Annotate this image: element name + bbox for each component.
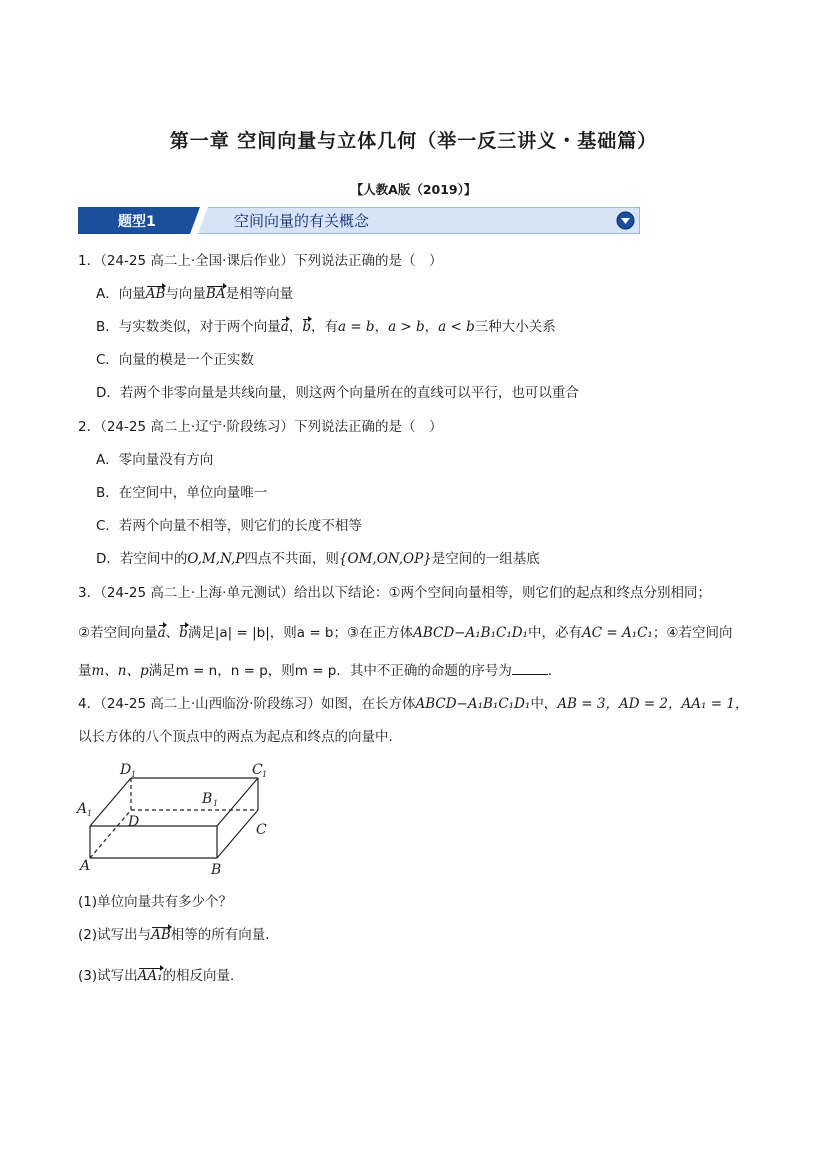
relation-less: a < b — [438, 319, 475, 335]
q4-p3-pre: (3)试写出 — [78, 968, 138, 984]
q3-line-2: ②若空间向量a、b满足|a| = |b|，则a = b；③在正方体ABCD−A₁B₁C₁D₁中，必有AC = A₁C₁；④若空间向 — [78, 625, 733, 641]
label-c: C — [256, 822, 267, 838]
q4-p2-post: 相等的所有向量． — [170, 927, 279, 943]
label-a1: A — [77, 801, 88, 817]
q3-vectors: m、n、p — [91, 663, 149, 679]
q1-a-pre: A．向量 — [96, 286, 146, 302]
edition-subtitle: 【人教A版（2019）】 — [350, 182, 477, 197]
q3-l2-post: ；④若空间向 — [652, 625, 733, 641]
q3-line-1: 3．（24-25 高二上·上海·单元测试）给出以下结论：①两个空间向量相等，则它们的起点和终点分别相同； — [78, 585, 712, 601]
label-a1-sub: 1 — [87, 809, 93, 818]
q1-a-mid: 与向量 — [165, 286, 206, 302]
answer-blank[interactable] — [512, 660, 548, 675]
q4-part-2 — [78, 926, 279, 944]
q3-l3-pre: 量 — [78, 663, 92, 679]
q2-d-points: O,M,N,P — [187, 551, 245, 567]
chevron-down-icon[interactable] — [616, 211, 635, 230]
q2-d-basis-set: {OM,ON,OP} — [338, 551, 432, 567]
q2-option-b: B．在空间中，单位向量唯一 — [96, 485, 268, 501]
q1-a-post: 是相等向量 — [225, 286, 294, 302]
q3-l2-cond: 满足|a| = |b|，则a = b；③在正方体 — [187, 625, 414, 641]
q3-cube: ABCD−A₁B₁C₁D₁ — [413, 625, 528, 641]
label-d1-sub: 1 — [131, 770, 137, 779]
label-b1: B — [202, 791, 213, 807]
vector-ab: AB — [151, 927, 171, 943]
vector-ba: BA — [205, 286, 226, 302]
q1-b-mid: ，有 — [310, 319, 338, 335]
label-c1-sub: 1 — [262, 770, 268, 779]
q1-option-c: C．向量的模是一个正实数 — [96, 352, 254, 368]
q2-option-d — [96, 550, 540, 568]
label-b1-sub: 1 — [213, 799, 219, 808]
q4-given-values: AB = 3，AD = 2，AA₁ = 1， — [557, 696, 749, 712]
label-d1: D — [120, 762, 132, 778]
vector-a: a — [157, 625, 166, 641]
q2-d-mid: 四点不共面，则 — [244, 551, 339, 567]
vector-a: a — [280, 319, 289, 335]
q4-l1-mid: 中， — [530, 696, 558, 712]
q1-b-post: 三种大小关系 — [474, 319, 556, 335]
q3-l2-mid: 中，必有 — [527, 625, 582, 641]
label-a: A — [80, 858, 91, 874]
q4-l1-pre: 4．（24-25 高二上·山西临汾·阶段练习）如图，在长方体 — [78, 696, 416, 712]
q2-option-c: C．若两个向量不相等，则它们的长度不相等 — [96, 518, 362, 534]
q2-d-pre: D．若空间中的 — [96, 551, 188, 567]
label-d: D — [128, 814, 140, 830]
document-title: 第一章 空间向量与立体几何（举一反三讲义・基础篇） — [169, 130, 658, 152]
q4-part-1: (1)单位向量共有多少个？ — [78, 894, 233, 910]
vector-ab: AB — [145, 286, 166, 302]
q3-vector-equation: AC = A₁C₁ — [581, 625, 653, 641]
label-c1: C — [252, 762, 263, 778]
q2-option-a: A．零向量没有方向 — [96, 452, 214, 468]
vector-b: b — [179, 625, 188, 641]
q3-line-3 — [78, 660, 561, 680]
q4-part-3 — [78, 967, 244, 985]
q1-option-b: B．与实数类似，对于两个向量a，b，有a = b，a > b，a < b三种大小关系 — [96, 319, 556, 335]
q4-box: ABCD−A₁B₁C₁D₁ — [415, 696, 531, 712]
section-tag: 题型1 — [118, 214, 156, 230]
relation-equal: a = b — [337, 319, 375, 335]
q3-l3-post: ． — [547, 663, 562, 679]
q2-d-post: 是空间的一组基底 — [431, 551, 540, 567]
section-banner — [78, 207, 640, 234]
q4-p3-post: 的相反向量． — [162, 968, 244, 984]
q4-p2-pre: (2)试写出与 — [78, 927, 152, 943]
vector-aa1: AA₁ — [137, 968, 163, 984]
label-b: B — [211, 862, 222, 878]
q1-option-d: D．若两个非零向量是共线向量，则这两个向量所在的直线可以平行，也可以重合 — [96, 385, 579, 401]
cuboid-figure — [76, 758, 276, 878]
relation-greater: a > b — [388, 319, 425, 335]
q1-option-a — [96, 285, 293, 303]
q4-line-2: 以长方体的八个顶点中的两点为起点和终点的向量中． — [78, 729, 402, 745]
q1-stem: 1．（24-25 高二上·全国·课后作业）下列说法正确的是（ ） — [78, 253, 443, 269]
vector-b: b — [302, 319, 311, 335]
q4-line-1 — [78, 695, 748, 713]
q3-l2-pre: ②若空间向量 — [78, 625, 158, 641]
q2-stem: 2．（24-25 高二上·辽宁·阶段练习）下列说法正确的是（ ） — [78, 419, 443, 435]
q1-b-pre: B．与实数类似，对于两个向量 — [96, 319, 281, 335]
q3-l3-mid: 满足m = n，n = p，则m = p．其中不正确的命题的序号为 — [148, 663, 512, 679]
section-topic: 空间向量的有关概念 — [234, 212, 370, 230]
